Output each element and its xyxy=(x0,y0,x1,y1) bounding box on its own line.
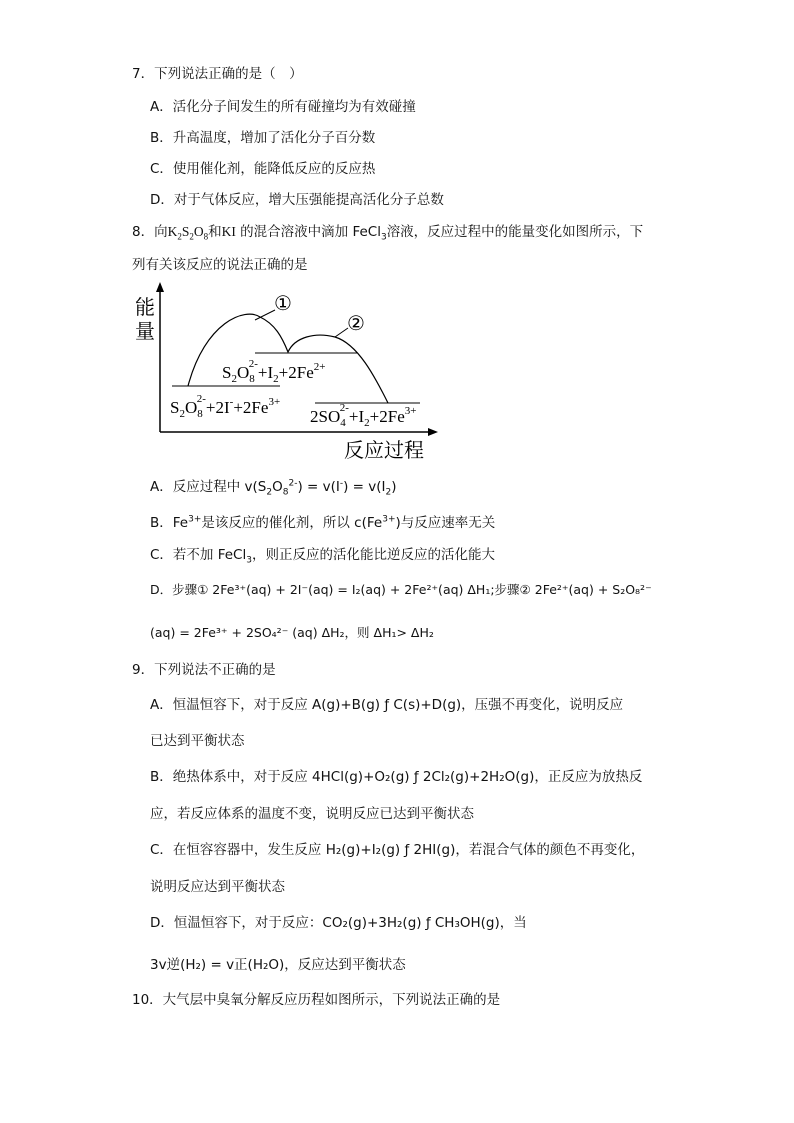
q8-stem-pre: 8．向 xyxy=(132,224,168,240)
q8-a-tail: ) = v(I xyxy=(343,479,386,495)
ki-formula: KI xyxy=(221,224,236,239)
q8-b-post: )与反应速率无关 xyxy=(395,515,496,531)
q9-option-c-line1: C．在恒容容器中，发生反应 H₂(g)+I₂(g) ƒ 2HI(g)，若混合气体的颜色不再变化， xyxy=(150,842,645,858)
q9-option-b-line1: B．绝热体系中，对于反应 4HCl(g)+O₂(g) ƒ 2Cl₂(g)+2H₂O(g)，正反应为放热反 xyxy=(150,769,643,785)
q9-option-d-line2: 3v逆(H₂) = v正(H₂O)，反应达到平衡状态 xyxy=(150,957,406,973)
q8-option-a: A．反应过程中 $v(S_2O_8^{2-}) = v(I^-) = v(I_2)$ xyxy=(150,478,397,498)
fecl3-sub: 3 xyxy=(380,232,387,243)
q8-stem-and: 和 xyxy=(208,224,222,240)
energy-diagram xyxy=(130,282,450,462)
q8-stem-mid: 的混合溶液中滴加 FeCl xyxy=(235,224,381,240)
peak2-label: ② xyxy=(347,313,365,335)
peak1-leader xyxy=(255,310,275,320)
y-axis-arrow xyxy=(156,282,164,292)
q7-stem: 7．下列说法正确的是（ ） xyxy=(132,66,303,82)
q8-stem-line2: 列有关该反应的说法正确的是 xyxy=(132,257,308,273)
x-label: 反应过程 xyxy=(344,440,424,462)
q8-option-d-line2: (aq) = 2Fe³⁺ + 2SO₄²⁻ (aq) ΔH₂，则 ΔH₁> ΔH₂ xyxy=(150,625,434,640)
q8-c-post: ，则正反应的活化能比逆反应的活化能大 xyxy=(251,547,495,563)
q8-a-end: ) xyxy=(391,479,397,495)
q7-option-c: C．使用催化剂，能降低反应的反应热 xyxy=(150,161,376,177)
q10-stem: 10．大气层中臭氧分解反应历程如图所示，下列说法正确的是 xyxy=(132,992,501,1008)
q9-option-c-line2: 说明反应达到平衡状态 xyxy=(150,879,285,895)
q8-b-mid: 是该反应的催化剂，所以 c(Fe xyxy=(201,515,383,531)
q8-option-c: C．若不加 FeCl$_3$，则正反应的活化能比逆反应的活化能大 xyxy=(150,547,495,566)
q9-option-a-line1: A．恒温恒容下，对于反应 A(g)+B(g) ƒ C(s)+D(g)，压强不再变化，说明反应 xyxy=(150,697,624,713)
intermediate-species: $S_2O_82-+I_2+2Fe^{2+}$ xyxy=(222,358,326,385)
q9-stem: 9．下列说法不正确的是 xyxy=(132,662,276,678)
q8-a-post: ) = v(I xyxy=(297,479,340,495)
q7-option-b: B．升高温度，增加了活化分子百分数 xyxy=(150,130,376,146)
peak1-label: ① xyxy=(274,293,292,315)
y-label-1: 能 xyxy=(135,297,155,319)
k2s2o8-formula: $K_2S_2O_8$ xyxy=(167,224,209,242)
product-species: $2SO_42-+I_2+2Fe^{3+}$ xyxy=(310,402,417,429)
x-axis-arrow xyxy=(428,428,438,436)
q7-option-d: D．对于气体反应，增大压强能提高活化分子总数 xyxy=(150,192,444,208)
q8-option-d-line1: D．步骤① 2Fe³⁺(aq) + 2I⁻(aq) = I₂(aq) + 2Fe²⁺(aq) ΔH₁;步骤② 2Fe²⁺(aq) + S₂O₈²⁻ xyxy=(150,582,652,597)
q9-option-a-line2: 已达到平衡状态 xyxy=(150,733,245,749)
reactant-species: $S_2O_82-+2I^-+2Fe^{3+}$ xyxy=(170,393,281,420)
y-label-2: 量 xyxy=(135,321,155,343)
q8-stem-line1 xyxy=(132,222,643,242)
q8-option-b: B．$Fe^{3+}$是该反应的催化剂，所以 $c(Fe^{3+})$与反应速率无关 xyxy=(150,514,496,531)
q9-option-d-line1: D．恒温恒容下，对于反应：CO₂(g)+3H₂(g) ƒ CH₃OH(g)，当 xyxy=(150,915,527,931)
q9-option-b-line2: 应，若反应体系的温度不变，说明反应已达到平衡状态 xyxy=(150,806,474,822)
q8-c-pre: C．若不加 FeCl xyxy=(150,547,247,563)
q8-b-pre: B．Fe xyxy=(150,515,189,531)
q8-stem-post: 溶液，反应过程中的能量变化如图所示，下 xyxy=(386,224,644,240)
q7-option-a: A．活化分子间发生的所有碰撞均为有效碰撞 xyxy=(150,99,416,115)
q8-a-pre: A．反应过程中 v(S xyxy=(150,479,267,495)
